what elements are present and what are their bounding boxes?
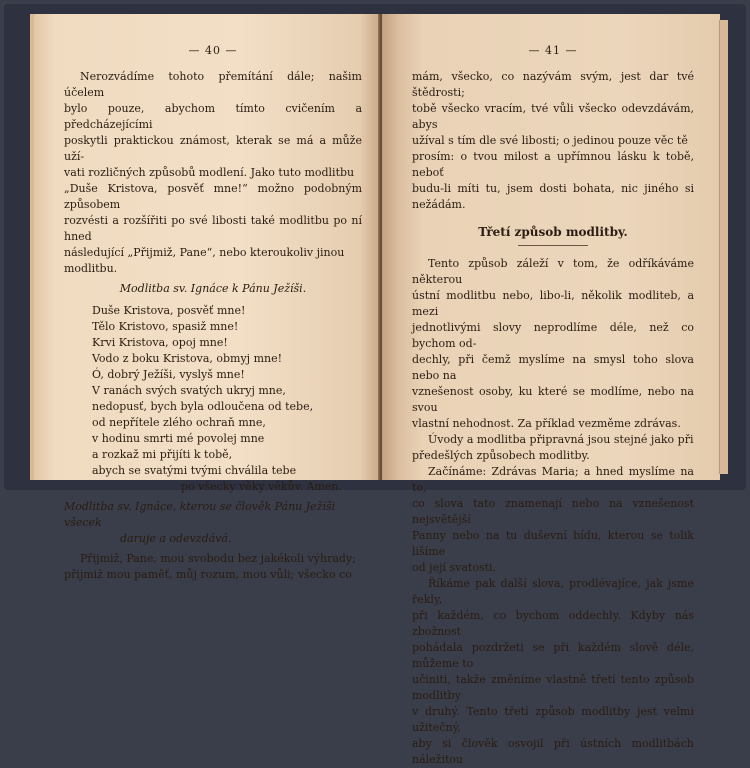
text-line: ústní modlitbu nebo, libo-li, několik modliteb, a mezi (412, 289, 694, 318)
text-line: vznešenost osoby, ku které se modlíme, nebo na svou (412, 385, 694, 414)
text-line: Panny nebo na tu duševní bídu, kterou se tolik lišíme (412, 529, 694, 558)
text-line: vlastní nehodnost. Za příklad vezměme zdrávas. (412, 417, 681, 430)
text-line: předešlých způsobech modlitby. (412, 449, 590, 462)
paragraph-left-1 (64, 69, 362, 277)
text-line: „Duše Kristova, posvěť mne!“ možno podobným způsobem (64, 182, 362, 211)
section-title: Třetí způsob modlitby. (478, 225, 628, 239)
text-line: Tento způsob záleží v tom, že odříkáváme některou (412, 257, 694, 286)
text-line: modlitbu. (64, 262, 118, 275)
text-line: Přijmiž, Pane, mou svobodu bez jakékoli výhrady; (80, 552, 356, 565)
paragraph-left-2 (64, 551, 362, 583)
prayer-heading: Modlitba sv. Ignáce k Pánu Ježíši. (119, 282, 307, 295)
text-line: prosím: o tvou milost a upřímnou lásku k tobě, neboť (412, 150, 694, 179)
text-line: tobě všecko vracím, tvé vůli všecko odevzdávám, abys (412, 102, 694, 131)
text-line: Úvody a modlitba připravná jsou stejné jako při (428, 433, 694, 446)
text-line: učiniti, takže změníme vlastně třetí tento způsob modlitby (412, 673, 694, 702)
text-line: přijmiž mou paměť, můj rozum, mou vůli; všecko co (64, 568, 352, 581)
text-line: aby si člověk osvojil při ústních modlitbách náležitou (412, 737, 694, 766)
verse-line: V ranách svých svatých ukryj mne, (92, 384, 286, 397)
text-line: užíval s tím dle své libosti; o jedinou pouze věc tě (412, 134, 688, 147)
text-line: Říkáme pak další slova, prodlévajíce, jak jsme řekly, (412, 577, 694, 606)
left-page (30, 14, 380, 581)
text-line: dechly, při čemž myslíme na smysl toho slova nebo na (412, 353, 694, 382)
paragraph-right-3 (412, 432, 694, 464)
section-divider (518, 245, 588, 246)
page-number-left: — 40 — (188, 44, 238, 57)
text-line: v druhý. Tento třetí způsob modlitby jest velmi užitečný, (412, 705, 694, 734)
text-line: rozvésti a rozšířiti po své libosti také modlitbu po ní hned (64, 214, 362, 243)
paragraph-right-1 (412, 69, 694, 213)
verse-line: po všecky věky věkův. Amen. (180, 480, 342, 493)
verse-line: Krvi Kristova, opoj mne! (92, 336, 228, 349)
right-page (382, 14, 720, 766)
text-line: jednotlivými slovy neprodlíme déle, než co bychom od- (412, 321, 694, 350)
paragraph-right-2 (412, 256, 694, 432)
book (4, 4, 746, 766)
verse-line: Tělo Kristovo, spasiž mne! (92, 320, 239, 333)
text-line: Začínáme: Zdrávas Maria; a hned myslíme na to, (412, 465, 694, 494)
text-line: Nerozvádíme tohoto přemítání dále; našim účelem (64, 70, 362, 99)
prayer-caption (64, 499, 362, 547)
prayer-verse (64, 303, 362, 495)
verse-line: Duše Kristova, posvěť mne! (92, 304, 246, 317)
text-line: při každém, co bychom oddechly. Kdyby nás zbožnost (412, 609, 694, 638)
verse-line: od nepřítele zlého ochraň mne, (92, 416, 266, 429)
verse-line: a rozkaž mi přijíti k tobě, (92, 448, 233, 461)
page-number-right: — 41 — (528, 44, 578, 57)
caption-line: Modlitba sv. Ignáce, kterou se člověk Pánu Ježíši všecek (64, 500, 336, 529)
text-line: bylo pouze, abychom tímto cvičením a předcházejícími (64, 102, 362, 131)
text-line: co slova tato znamenají nebo na vznešenost nejsvětější (412, 497, 694, 526)
text-line: mám, všecko, co nazývám svým, jest dar tvé štědrosti; (412, 70, 694, 99)
text-line: následující „Přijmiž, Pane“, nebo kteroukoliv jinou (64, 246, 345, 259)
verse-line: nedopusť, bych byla odloučena od tebe, (92, 400, 314, 413)
paragraph-right-5 (412, 576, 694, 768)
verse-line: v hodinu smrti mé povolej mne (92, 432, 265, 445)
verse-line: Vodo z boku Kristova, obmyj mne! (92, 352, 283, 365)
text-line: pohádala pozdržeti se při každém slově déle, můžeme to (412, 641, 694, 670)
text-line: od její svatosti. (412, 561, 497, 574)
text-line: vati rozličných způsobů modlení. Jako tuto modlitbu (64, 166, 355, 179)
text-line: poskytli praktickou známost, kterak se má a může uží- (64, 134, 362, 163)
caption-line: daruje a odevzdává. (120, 532, 232, 545)
paragraph-right-4 (412, 464, 694, 576)
text-line: budu-li míti tu, jsem dosti bohata, nic jiného si nežádám. (412, 182, 694, 211)
verse-line: abych se svatými tvými chválila tebe (92, 464, 297, 477)
verse-line: Ó, dobrý Ježíši, vyslyš mne! (92, 368, 245, 381)
